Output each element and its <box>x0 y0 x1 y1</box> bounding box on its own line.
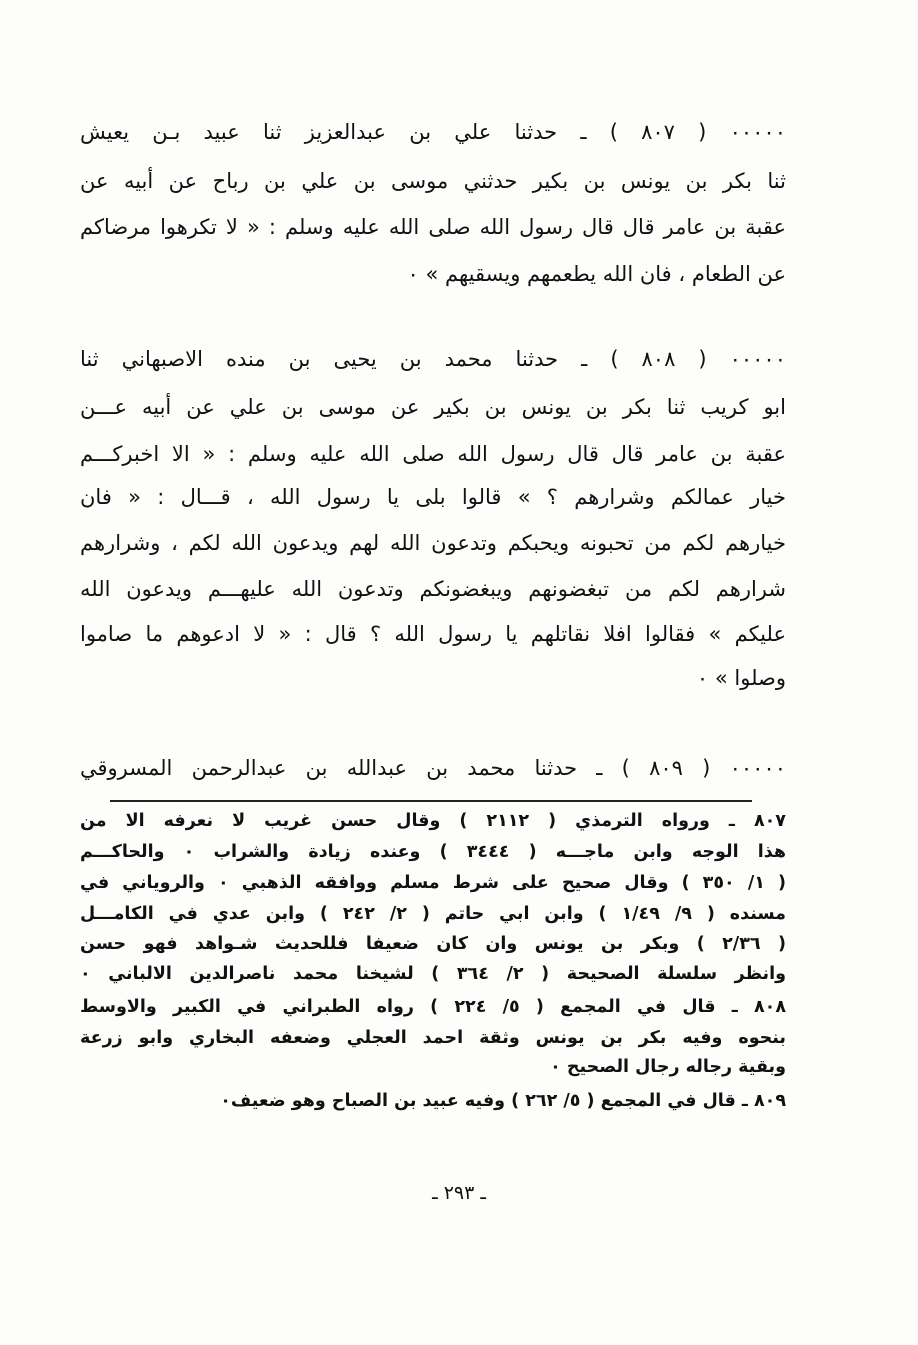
hadith-809-line-1: ٠٠٠٠٠ ( ٨٠٩ ) ـ حدثنا محمد بن عبدالله بن عبدالرحمن المسروقي <box>80 756 786 780</box>
hadith-808-line-1: ٠٠٠٠٠ ( ٨٠٨ ) ـ حدثنا محمد بن يحيى بن منده الاصبهاني ثنا <box>80 347 786 371</box>
hadith-808-line-5: خيارهم لكم من تحبونه ويحبكم وتدعون الله لهم ويدعون الله لكم ، وشرارهم <box>80 531 786 555</box>
hadith-808-line-4: خيار عمالكم وشرارهم ؟ » قالوا بلى يا رسول الله ، قـــال : « فان <box>80 485 786 509</box>
footnote-line-1: ٨٠٧ ـ ورواه الترمذي ( ٢١١٢ ) وقال حسن غريب لا نعرفه الا من <box>80 811 786 831</box>
footnote-line-8: بنحوه وفيه بكر بن يونس وثقة احمد العجلي وضعفه البخاري وابو زرعة <box>80 1028 786 1048</box>
footnote-line-10: ٨٠٩ ـ قال في المجمع ( ٥/ ٢٦٢ ) وفيه عبيد بن الصباح وهو ضعيف٠ <box>220 1091 786 1111</box>
hadith-807-line-4: عن الطعام ، فان الله يطعمهم ويسقيهم » ٠ <box>407 262 786 286</box>
hadith-807-line-2: ثنا بكر بن يونس بن بكير حدثني موسى بن علي بن رباح عن أبيه عن <box>80 169 786 193</box>
footnote-line-7: ٨٠٨ ـ قال في المجمع ( ٥/ ٢٢٤ ) رواه الطبراني في الكبير والاوسط <box>80 997 786 1017</box>
footnote-line-9: وبقية رجاله رجال الصحيح ٠ <box>550 1057 786 1077</box>
hadith-808-line-3: عقبة بن عامر قال قال رسول الله صلى الله عليه وسلم : « الا اخبركـــم <box>80 442 786 466</box>
footnote-line-5: ( ٢/٣٦ ) وبكر بن يونس وان كان ضعيفا فللحديث شـواهد فهو حسن <box>80 934 786 954</box>
hadith-808-line-6: شرارهم لكم من تبغضونهم ويبغضونكم وتدعون الله عليهـــم ويدعون الله <box>80 577 786 601</box>
footnote-separator <box>110 800 752 802</box>
footnote-line-4: مسنده ( ٩/ ١/٤٩ ) وابن ابي حاتم ( ٢/ ٢٤٢ ) وابن عدي في الكامـــل <box>80 904 786 924</box>
page-number: ـ ٢٩٣ ـ <box>432 1182 486 1204</box>
hadith-807-line-1: ٠٠٠٠٠ ( ٨٠٧ ) ـ حدثنا علي بن عبدالعزيز ثنا عبيد بـن يعيش <box>80 120 786 144</box>
footnote-line-2: هذا الوجه وابن ماجـــه ( ٣٤٤٤ ) وعنده زيادة والشراب ٠ والحاكـــم <box>80 842 786 862</box>
hadith-808-line-7: عليكم » فقالوا افلا نقاتلهم يا رسول الله ؟ قال : « لا ادعوهم ما صاموا <box>80 622 786 646</box>
hadith-808-line-2: ابو كريب ثنا بكر بن يونس بن بكير عن موسى بن علي عن أبيه عـــن <box>80 395 786 419</box>
footnote-line-3: ( ١/ ٣٥٠ ) وقال صحيح على شرط مسلم ووافقه الذهبي ٠ والروياني في <box>80 873 786 893</box>
footnote-line-6: وانظر سلسلة الصحيحة ( ٢/ ٣٦٤ ) لشيخنا محمد ناصرالدين الالباني ٠ <box>80 964 786 984</box>
hadith-808-line-8: وصلوا » ٠ <box>696 666 786 690</box>
hadith-807-line-3: عقبة بن عامر قال قال رسول الله صلى الله عليه وسلم : « لا تكرهوا مرضاكم <box>80 215 786 239</box>
